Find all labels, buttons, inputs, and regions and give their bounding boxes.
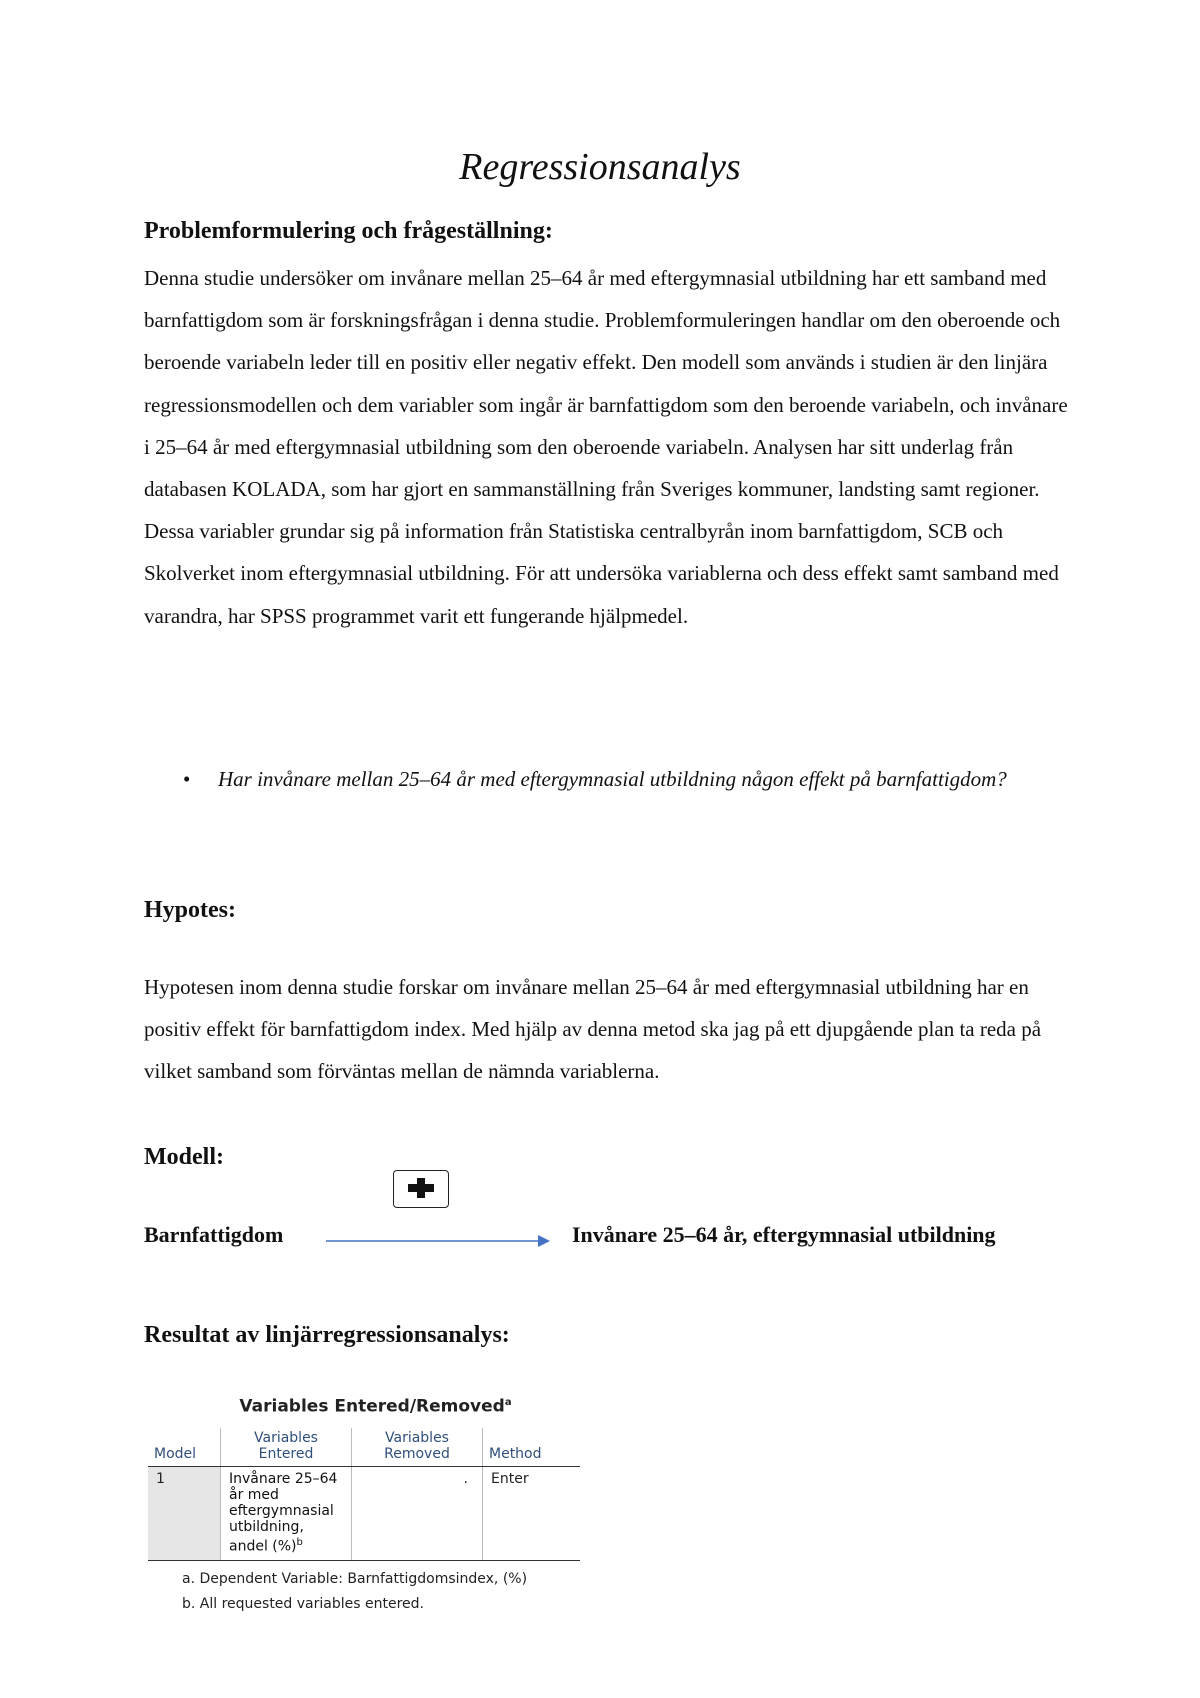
col-header-model: Model [148,1428,221,1467]
research-question-bullet [183,758,1043,800]
plus-icon[interactable] [393,1170,449,1208]
paragraph-problem [144,257,1074,637]
document-title: Regressionsanalys [459,146,741,188]
arrow-right-icon [324,1231,554,1251]
spss-title-footnote-mark: a [504,1397,512,1408]
heading-results: Resultat av linjärregressionsanalys: [144,1322,510,1348]
heading-hypothesis: Hypotes: [144,897,236,923]
table-footnotes [182,1571,583,1612]
paragraph-problem-text: Denna studie undersöker om invånare mellan 25–64 år med eftergymnasial utbildning har ett samband med barnfattigdom som är forskningsfrågan i denna studie. Problemformuleringen handlar om den oberoende och beroende variabeln leder till en positiv eller negativ effekt. Den modell som används i studien är den linjära regressionsmodellen och dem variabler som ingår är barnfattigdom som den beroende variabeln, och invånare i 25–64 år med eftergymnasial utbildning som den oberoende variabeln. Analysen har sitt underlag från databasen KOLADA, som har gjort en sammanställning från Sveriges kommuner, landsting samt regioner. Dessa variabler grundar sig på information från Statistiska centralbyrån inom barnfattigdom, SCB och Skolverket inom eftergymnasial utbildning. För att undersöka variablerna och dess effekt samt samband med varandra, har SPSS programmet varit ett fungerande hjälpmedel. [144,266,1068,628]
footnote-a: a. Dependent Variable: Barnfattigdomsindex, (%) [182,1571,528,1588]
spss-table-title-text: Variables Entered/Removed [239,1396,505,1417]
bullet-dot-icon: • [183,767,191,791]
research-question-text: Har invånare mellan 25–64 år med eftergymnasial utbildning någon effekt på barnfattigdom? [218,767,1007,791]
paragraph-hypothesis [144,966,1074,1093]
cell-entered [221,1466,352,1561]
cell-entered-text: Invånare 25–64 år med eftergymnasial utbildning, andel (%) [229,1470,338,1555]
plus-glyph [402,1175,440,1201]
cell-removed: . [352,1466,483,1561]
cell-model: 1 [148,1466,221,1561]
table-row [148,1466,580,1561]
cell-entered-footnote-mark: b [296,1536,303,1548]
footnote-b: b. All requested variables entered. [182,1596,424,1613]
paragraph-hypothesis-text: Hypotesen inom denna studie forskar om invånare mellan 25–64 år med eftergymnasial utbildning har en positiv effekt för barnfattigdom index. Med hjälp av denna metod ska jag på ett djupgående plan ta reda på vilket samband som förväntas mellan de nämnda variablerna. [144,975,1042,1084]
heading-problem: Problemformulering och frågeställning: [144,218,553,244]
variables-entered-table [148,1428,580,1562]
col-header-entered: Variables Entered [221,1428,352,1467]
col-header-removed: Variables Removed [352,1428,483,1467]
model-right-variable: Invånare 25–64 år, eftergymnasial utbildning [572,1222,996,1247]
spss-output [148,1390,583,1621]
heading-model: Modell: [144,1144,224,1170]
spss-table-title [168,1390,583,1420]
cell-method: Enter [483,1466,581,1561]
model-diagram [144,1222,1144,1262]
model-left-variable: Barnfattigdom [144,1222,284,1247]
col-header-method: Method [483,1428,581,1467]
